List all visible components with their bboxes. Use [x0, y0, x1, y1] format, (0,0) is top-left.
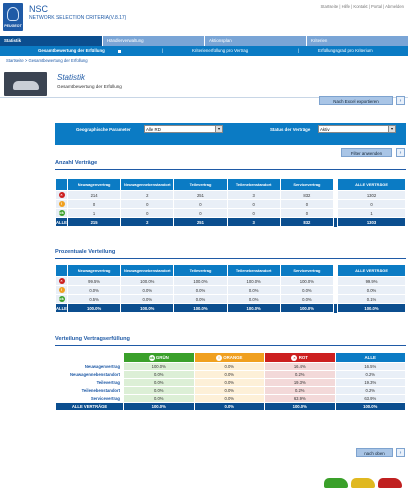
apply-arrow-icon[interactable]: ›: [396, 148, 405, 157]
header-orange: ! ORANGE: [194, 353, 265, 363]
chevron-down-icon: ▼: [388, 126, 395, 132]
total-row: [56, 304, 406, 313]
total-cell: 100.0%: [121, 304, 174, 313]
page-title: Statistik: [57, 73, 86, 82]
value-cell: 0: [121, 200, 174, 209]
subtab-sep-2: |: [298, 48, 300, 53]
table-row: [56, 200, 406, 209]
total-all-cell: 100.0%: [338, 304, 406, 313]
chevron-down-icon: ▼: [215, 126, 222, 132]
logo-text: PEUGEOT: [4, 24, 22, 28]
active-marker-icon: [118, 50, 121, 53]
page-subtitle: Gesamtbewertung der Erfüllung: [57, 84, 122, 89]
app-subtitle: NETWORK SELECTION CRITERIA(V.8.17): [29, 15, 127, 21]
secondary-nav: [0, 46, 408, 56]
page-hero: [0, 70, 408, 98]
verteilung-title: Verteilung Vertragserfüllung: [55, 336, 130, 342]
rot-cell: 0.2%: [265, 387, 336, 395]
primary-nav: [0, 36, 408, 46]
value-cell: 0.0%: [174, 295, 227, 304]
value-cell: 99.5%: [68, 277, 121, 286]
verteilung-table: [55, 352, 406, 411]
rot-cell: 19.3%: [265, 379, 336, 387]
value-cell: 0: [227, 209, 280, 218]
row-label: Servicevertrag: [56, 395, 124, 403]
all-cell: 1: [338, 209, 406, 218]
total-row: [56, 403, 406, 411]
total-cell: 100.0%: [174, 304, 227, 313]
table-row: [56, 191, 406, 200]
app-name: NSC: [29, 4, 49, 14]
tab-aktionsplan[interactable]: Aktionsplan: [204, 36, 306, 46]
status-cell: [56, 209, 68, 218]
geo-param-value: Alle RD: [146, 127, 161, 132]
table-row: [56, 371, 406, 379]
orange-cell: 0.0%: [194, 379, 265, 387]
col-header-all: ALLE VERTRÄGE: [338, 179, 406, 191]
footer-cars-image: [324, 474, 404, 488]
geo-param-select[interactable]: [144, 125, 223, 133]
anzahl-title: Anzahl Verträge: [55, 160, 98, 166]
value-cell: 0.0%: [227, 286, 280, 295]
status-cell: [56, 200, 68, 209]
value-cell: 0.0%: [227, 295, 280, 304]
total-label: ALLE: [56, 305, 67, 311]
top-links[interactable]: Startseite | Hilfe | Kontakt | Portal | Abmelden: [320, 4, 404, 9]
export-arrow-icon[interactable]: ›: [396, 96, 405, 105]
orange-cell: 0.0%: [194, 371, 265, 379]
gruen-cell: 0.0%: [124, 379, 195, 387]
total-alle-cell: 100.0%: [335, 403, 406, 411]
back-to-top-button[interactable]: nach oben: [356, 448, 393, 457]
value-cell: 0: [174, 209, 227, 218]
green-car-icon: [324, 478, 348, 488]
row-label: Teilevertrag: [56, 379, 124, 387]
value-cell: 100.0%: [174, 277, 227, 286]
value-cell: 3: [227, 191, 280, 200]
all-cell: 99.9%: [338, 277, 406, 286]
value-cell: 214: [68, 191, 121, 200]
tab-haendlerverwaltung[interactable]: Händlerverwaltung: [102, 36, 204, 46]
ok-icon: ok: [149, 355, 154, 360]
status-header: [56, 265, 68, 277]
col-header: Teilenebenstandort: [227, 179, 280, 191]
apply-filter-button[interactable]: Filter anwenden: [341, 148, 392, 157]
section-divider: [55, 258, 406, 259]
status-value: Aktiv: [320, 127, 330, 132]
col-header: Servicevertrag: [280, 179, 333, 191]
tab-statistik[interactable]: Statistik: [0, 36, 102, 46]
subtab-kriterienerfuellung[interactable]: Kriterienerfüllung pro Vertrag: [192, 48, 249, 53]
x-icon: ×: [60, 279, 63, 283]
app-header: [0, 0, 408, 34]
col-header-all: ALLE VERTRÄGE: [338, 265, 406, 277]
section-divider: [55, 169, 406, 170]
value-cell: 100.0%: [227, 277, 280, 286]
table-row: [56, 363, 406, 371]
value-cell: 0.0%: [174, 286, 227, 295]
red-car-icon: [378, 478, 402, 488]
total-row: [56, 218, 406, 227]
gruen-cell: 0.0%: [124, 395, 195, 403]
gruen-cell: 0.0%: [124, 371, 195, 379]
alle-cell: 0.2%: [335, 387, 406, 395]
x-icon: ×: [60, 193, 63, 197]
ok-icon: ok: [59, 211, 64, 215]
rot-cell: 63.9%: [265, 395, 336, 403]
total-gruen-cell: 100.0%: [124, 403, 195, 411]
orange-cell: 0.0%: [194, 395, 265, 403]
col-header: Neuwagenvertrag: [68, 179, 121, 191]
value-cell: 0.0%: [121, 295, 174, 304]
section-divider: [55, 345, 406, 346]
value-cell: 0: [227, 200, 280, 209]
value-cell: 0: [68, 200, 121, 209]
value-cell: 0.5%: [68, 295, 121, 304]
tab-kriterien[interactable]: Kriterien: [306, 36, 408, 46]
table-row: [56, 209, 406, 218]
col-header: Neuwagenvertrag: [68, 265, 121, 277]
all-cell: 0.1%: [338, 295, 406, 304]
value-cell: 0.0%: [280, 295, 333, 304]
rot-cell: 16.4%: [265, 363, 336, 371]
subtab-erfuellungsgrad[interactable]: Erfüllungsgrad pro Kriterium: [318, 48, 373, 53]
subtab-gesamtbewertung[interactable]: Gesamtbewertung der Erfüllung: [38, 48, 105, 53]
warning-icon: !: [59, 287, 65, 293]
status-cell: [56, 295, 68, 304]
prozent-table: [55, 264, 406, 313]
table-row: [56, 277, 406, 286]
total-rot-cell: 100.0%: [265, 403, 336, 411]
col-header: Teilenebenstandort: [227, 265, 280, 277]
total-cell: 100.0%: [227, 304, 280, 313]
status-cell: [56, 286, 68, 295]
total-all-cell: 1303: [338, 218, 406, 227]
value-cell: 832: [280, 191, 333, 200]
prozent-title: Prozentuale Verteilung: [55, 249, 116, 255]
value-cell: 100.0%: [280, 277, 333, 286]
header-gruen: ok GRÜN: [124, 353, 195, 363]
value-cell: 0.0%: [121, 286, 174, 295]
total-orange-cell: 0.0%: [194, 403, 265, 411]
col-header: Teilevertrag: [174, 179, 227, 191]
value-cell: 100.0%: [121, 277, 174, 286]
orange-cell: 0.0%: [194, 363, 265, 371]
value-cell: 0.0%: [280, 286, 333, 295]
value-cell: 0: [121, 209, 174, 218]
value-cell: 0: [280, 209, 333, 218]
value-cell: 1: [68, 209, 121, 218]
value-cell: 2: [121, 191, 174, 200]
table-row: [56, 295, 406, 304]
total-cell: 832: [280, 218, 333, 227]
value-cell: 251: [174, 191, 227, 200]
alle-cell: 0.2%: [335, 371, 406, 379]
alle-cell: 63.9%: [335, 395, 406, 403]
header-alle: ALLE: [335, 353, 406, 363]
orange-cell: 0.0%: [194, 387, 265, 395]
x-icon: ×: [293, 355, 296, 360]
row-label: Teilenebenstandort: [56, 387, 124, 395]
warning-icon: !: [216, 355, 222, 361]
total-cell: 100.0%: [68, 304, 121, 313]
value-cell: 0: [280, 200, 333, 209]
status-header: [56, 179, 68, 191]
warning-icon: !: [59, 201, 65, 207]
geo-param-label: Geographische Parameter: [76, 127, 131, 132]
row-label: Neuwagennebenstandort: [56, 371, 124, 379]
all-cell: 0.0%: [338, 286, 406, 295]
export-excel-button[interactable]: Nach Excel exportieren: [319, 96, 393, 105]
value-cell: 0.0%: [68, 286, 121, 295]
total-label-cell: ALLE VERTRÄGE: [56, 403, 124, 411]
all-cell: 1302: [338, 191, 406, 200]
filter-bar: [55, 123, 406, 145]
total-cell: 2: [121, 218, 174, 227]
col-header: Teilevertrag: [174, 265, 227, 277]
car-banner-image: [4, 72, 47, 96]
status-label: Status der Verträge: [270, 127, 311, 132]
total-cell: 3: [227, 218, 280, 227]
alle-cell: 16.5%: [335, 363, 406, 371]
gruen-cell: 0.0%: [124, 387, 195, 395]
table-row: [56, 379, 406, 387]
ok-icon: ok: [59, 297, 64, 301]
subtab-sep-1: |: [162, 48, 164, 53]
total-cell: 215: [68, 218, 121, 227]
status-select[interactable]: [318, 125, 396, 133]
table-row: [56, 387, 406, 395]
gruen-cell: 100.0%: [124, 363, 195, 371]
value-cell: 0: [174, 200, 227, 209]
table-row: [56, 395, 406, 403]
status-cell: [56, 191, 68, 200]
anzahl-table: [55, 178, 406, 227]
peugeot-logo: [3, 3, 23, 31]
yellow-car-icon: [351, 478, 375, 488]
alle-cell: 19.3%: [335, 379, 406, 387]
all-cell: 0: [338, 200, 406, 209]
status-cell: [56, 277, 68, 286]
total-cell: 100.0%: [280, 304, 333, 313]
total-label: ALLE: [56, 219, 67, 225]
table-row: [56, 286, 406, 295]
col-header: Servicevertrag: [280, 265, 333, 277]
lion-icon: [7, 7, 19, 21]
col-header: Neuwagennebenstandort: [121, 179, 174, 191]
row-label: Neuwagenvertrag: [56, 363, 124, 371]
rot-cell: 0.2%: [265, 371, 336, 379]
breadcrumb[interactable]: Startseite > Gesamtbewertung der Erfüllung: [6, 58, 88, 63]
col-header: Neuwagennebenstandort: [121, 265, 174, 277]
up-arrow-icon[interactable]: ›: [396, 448, 405, 457]
header-rot: × ROT: [265, 353, 336, 363]
total-cell: 251: [174, 218, 227, 227]
